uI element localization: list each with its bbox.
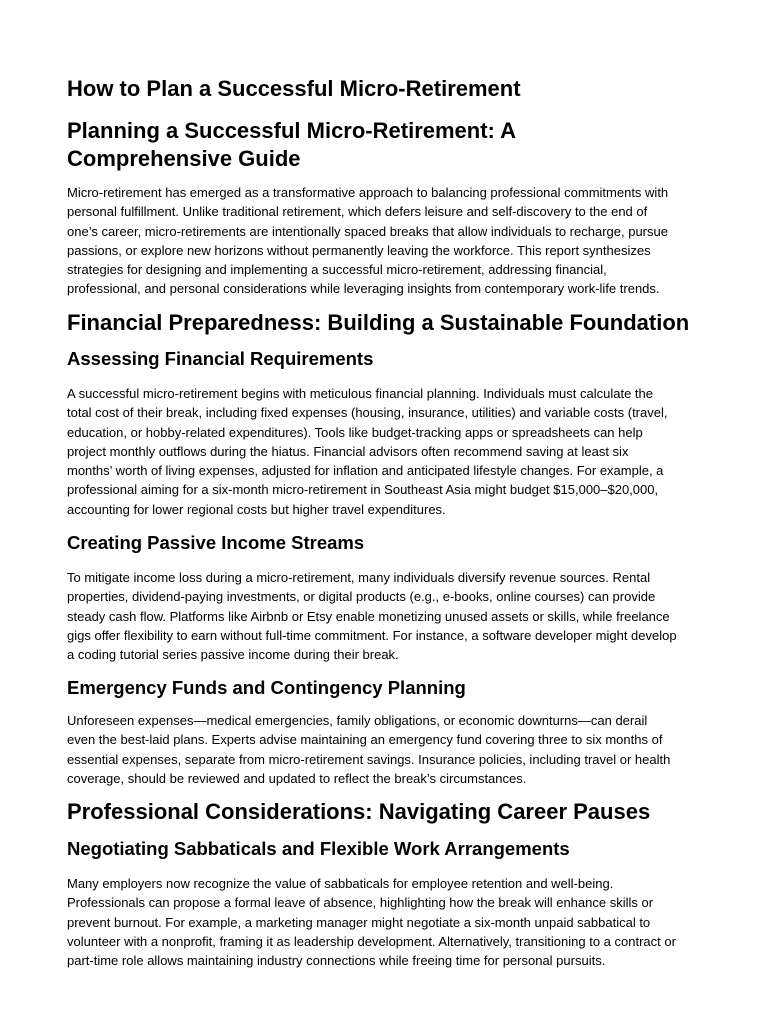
paragraph-line: Unforeseen expenses—medical emergencies, family obligations, or economic downturns—can derail [67, 713, 648, 728]
passive-income-paragraph [67, 568, 712, 664]
paragraph-line: a coding tutorial series passive income during their break. [67, 647, 399, 663]
emergency-funds-paragraph [67, 711, 712, 788]
document-title: How to Plan a Successful Micro-Retirement [67, 76, 521, 101]
subsection-heading-emergency-funds: Emergency Funds and Contingency Planning [67, 677, 466, 698]
paragraph-line: essential expenses, separate from micro-retirement savings. Insurance policies, including travel or health [67, 751, 671, 767]
paragraph-line: accounting for lower regional costs but higher travel expenditures. [67, 501, 446, 517]
paragraph-line: personal fulfillment. Unlike traditional retirement, which defers leisure and self-discovery to the end of [67, 204, 648, 220]
paragraph-line: even the best-laid plans. Experts advise maintaining an emergency fund covering three to six months of [67, 732, 663, 748]
paragraph-line: project monthly outflows during the hiatus. Financial advisors often recommend saving at least six [67, 443, 629, 459]
paragraph-line: A successful micro-retirement begins with meticulous financial planning. Individuals must calculate the [67, 386, 654, 401]
paragraph-line: Many employers now recognize the value of sabbaticals for employee retention and well-being. [67, 876, 614, 891]
paragraph-line: one’s career, micro-retirements are intentionally spaced breaks that allow individuals to recharge, pursue [67, 223, 668, 239]
guide-title-line: Comprehensive Guide [67, 146, 301, 171]
paragraph-line: coverage, should be reviewed and updated to reflect the break’s circumstances. [67, 770, 527, 786]
paragraph-line: months’ worth of living expenses, adjusted for inflation and anticipated lifestyle changes. For example, a [67, 463, 664, 479]
paragraph-line: passions, or explore new horizons without permanently leaving the workforce. This report synthesizes [67, 242, 651, 258]
guide-title [67, 117, 516, 173]
paragraph-line: part-time role allows maintaining industry connections while freeing time for personal pursuits. [67, 953, 606, 969]
paragraph-line: professional aiming for a six-month micro-retirement in Southeast Asia might budget $15,000–$20,000, [67, 482, 659, 498]
subsection-heading-financial-requirements: Assessing Financial Requirements [67, 348, 374, 369]
paragraph-line: Professionals can propose a formal leave of absence, highlighting how the break will enhance skills or [67, 895, 654, 911]
paragraph-line: strategies for designing and implementing a successful micro-retirement, addressing financial, [67, 262, 607, 278]
subsection-heading-passive-income: Creating Passive Income Streams [67, 532, 365, 553]
paragraph-line: Micro-retirement has emerged as a transformative approach to balancing professional commitments with [67, 185, 669, 200]
paragraph-line: To mitigate income loss during a micro-retirement, many individuals diversify revenue sources. Rental [67, 570, 651, 585]
intro-paragraph [67, 183, 712, 299]
section-heading-financial: Financial Preparedness: Building a Sustainable Foundation [67, 310, 690, 335]
paragraph-line: gigs offer flexibility to earn without full-time commitment. For instance, a software developer might develop [67, 627, 677, 643]
section-heading-professional: Professional Considerations: Navigating Career Pauses [67, 799, 651, 824]
subsection-heading-sabbaticals: Negotiating Sabbaticals and Flexible Work Arrangements [67, 838, 570, 859]
guide-title-line: Planning a Successful Micro-Retirement: A [67, 118, 517, 143]
financial-requirements-paragraph [67, 384, 712, 519]
paragraph-line: professional, and personal considerations while leveraging insights from contemporary work-life trends. [67, 281, 660, 297]
paragraph-line: prevent burnout. For example, a marketing manager might negotiate a six-month unpaid sabbatical to [67, 914, 651, 930]
sabbaticals-paragraph [67, 874, 712, 970]
paragraph-line: properties, dividend-paying investments, or digital products (e.g., e-books, online courses) can provide [67, 589, 656, 605]
paragraph-line: volunteer with a nonprofit, framing it as leadership development. Alternatively, transitioning to a contract or [67, 933, 676, 949]
paragraph-line: education, or hobby-related expenditures). Tools like budget-tracking apps or spreadsheets can help [67, 424, 643, 440]
paragraph-line: steady cash flow. Platforms like Airbnb or Etsy enable monetizing unused assets or skills, while freelance [67, 608, 670, 624]
paragraph-line: total cost of their break, including fixed expenses (housing, insurance, utilities) and variable costs (travel, [67, 405, 668, 421]
